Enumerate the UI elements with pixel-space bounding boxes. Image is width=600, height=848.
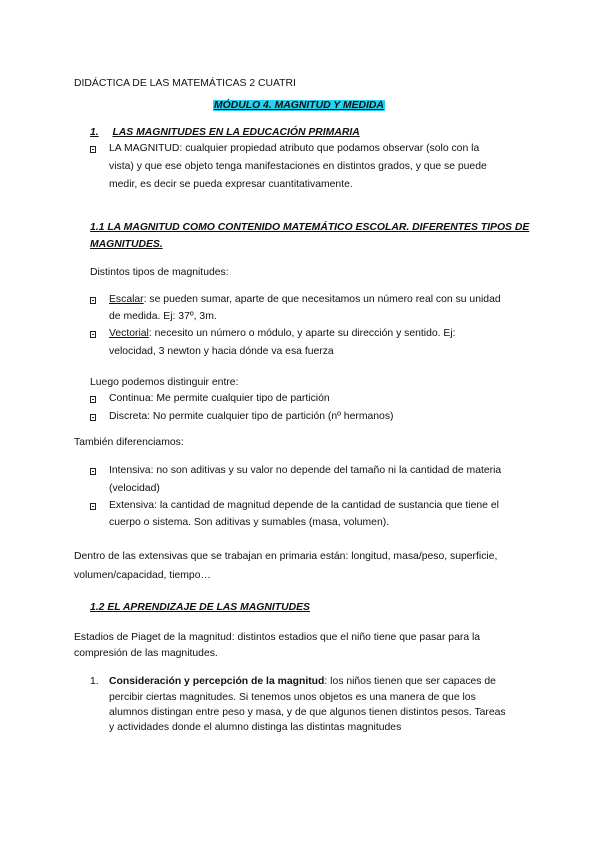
magnitud-definition-line-2: vista) y que ese objeto tenga manifestaciones en distintos grados, y que se puede (109, 161, 487, 172)
item-1-term: Consideración y percepción de la magnitud (109, 676, 325, 687)
vectorial-text: : necesito un número o módulo, y aparte su dirección y sentido. Ej: (148, 328, 456, 339)
vectorial-term: Vectorial (109, 328, 149, 339)
section-1-1-title-line-2: MAGNITUDES. (90, 239, 163, 250)
magnitud-definition-line-1: LA MAGNITUD: cualquier propiedad atributo que podamos observar (solo con la (109, 143, 480, 154)
intensiva-line-2: (velocidad) (109, 483, 160, 494)
piaget-intro-line-2: compresión de las magnitudes. (74, 648, 218, 659)
discreta-text: Discreta: No permite cualquier tipo de partición (nº hermanos) (109, 411, 394, 422)
continua-text: Continua: Me permite cualquier tipo de partición (109, 393, 330, 404)
extensivas-primaria-line-2: volumen/capacidad, tiempo… (74, 570, 211, 581)
escalar-line-1 (109, 294, 501, 305)
tipos-intro: Distintos tipos de magnitudes: (90, 267, 229, 278)
section-1-1-title-line-1: 1.1 LA MAGNITUD COMO CONTENIDO MATEMÁTICO ESCOLAR. DIFERENTES TIPOS DE (90, 222, 530, 233)
section-1-2-title: 1.2 EL APRENDIZAJE DE LAS MAGNITUDES (90, 602, 310, 613)
escalar-text: : se pueden sumar, aparte de que necesitamos un número real con su unidad (143, 294, 501, 305)
bullet-icon (90, 396, 96, 403)
section-1-heading (90, 127, 360, 138)
bullet-icon (90, 414, 96, 421)
magnitud-definition-line-3: medir, es decir se pueda expresar cuantitativamente. (109, 179, 353, 190)
piaget-intro-line-1: Estadios de Piaget de la magnitud: distintos estadios que el niño tiene que pasar para la (74, 632, 481, 643)
module-title (213, 100, 385, 111)
section-1-title: LAS MAGNITUDES EN LA EDUCACIÓN PRIMARIA (112, 127, 360, 138)
distinguir-intro: Luego podemos distinguir entre: (90, 377, 239, 388)
module-title-text: MÓDULO 4. MAGNITUD Y MEDIDA (214, 100, 384, 111)
extensiva-line-1: Extensiva: la cantidad de magnitud depende de la cantidad de sustancia que tiene el (109, 500, 499, 511)
bullet-icon (90, 146, 96, 153)
item-1-line-2: percibir ciertas magnitudes. Si tenemos unos objetos es una manera de que los (109, 692, 476, 703)
bullet-icon (90, 503, 96, 510)
item-1-line-4: y actividades donde el alumno distinga las distintas magnitudes (109, 722, 402, 733)
diferenciamos-intro: También diferenciamos: (74, 437, 184, 448)
item-1-line-1 (109, 676, 496, 687)
bullet-icon (90, 331, 96, 338)
item-1-number: 1. (90, 676, 99, 687)
item-1-line-3: alumnos distingan entre peso y masa, y de que algunos tienen distintos pesos. Tareas (109, 707, 506, 718)
escalar-line-2: de medida. Ej: 37º, 3m. (109, 311, 217, 322)
extensiva-line-2: cuerpo o sistema. Son aditivas y sumables (masa, volumen). (109, 517, 390, 528)
bullet-icon (90, 468, 96, 475)
extensivas-primaria-line-1: Dentro de las extensivas que se trabajan en primaria están: longitud, masa/peso, superficie, (74, 551, 498, 562)
item-1-text: : los niños tienen que ser capaces de (324, 676, 496, 687)
vectorial-line-1 (109, 328, 456, 339)
section-1-number: 1. (90, 127, 99, 138)
document-header: DIDÁCTICA DE LAS MATEMÁTICAS 2 CUATRI (74, 78, 296, 89)
vectorial-line-2: velocidad, 3 newton y hacia dónde va esa fuerza (109, 346, 334, 357)
bullet-icon (90, 297, 96, 304)
escalar-term: Escalar (109, 294, 144, 305)
intensiva-line-1: Intensiva: no son aditivas y su valor no depende del tamaño ni la cantidad de materia (109, 465, 502, 476)
